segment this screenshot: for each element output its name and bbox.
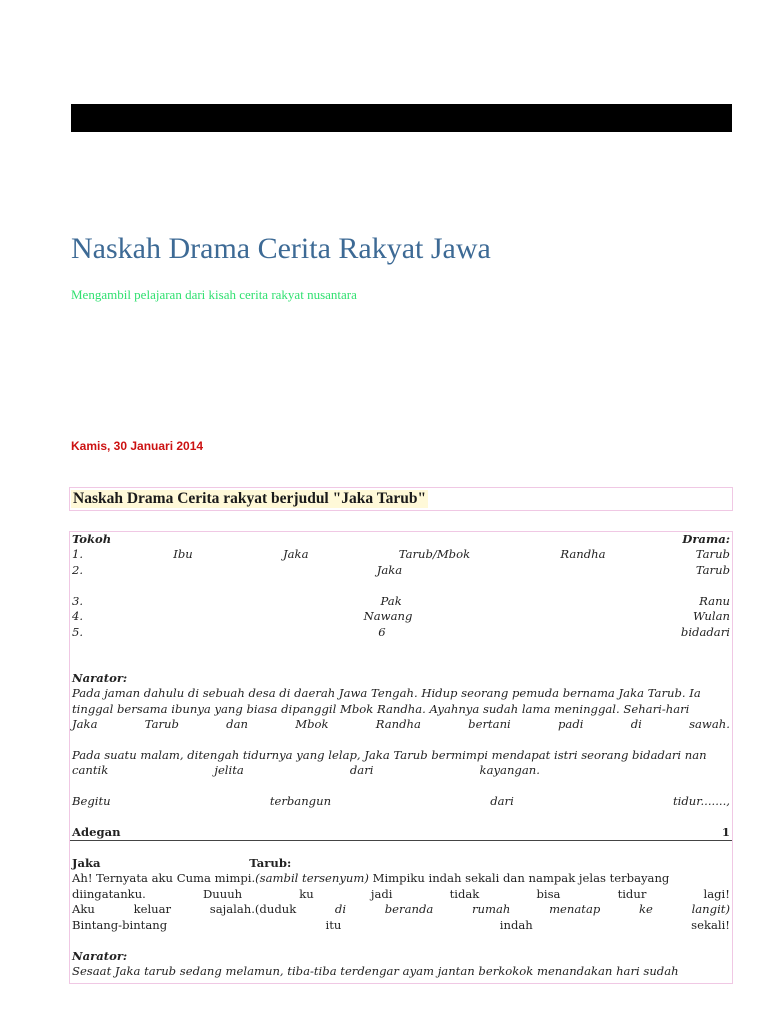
narration-word: Randha xyxy=(375,717,421,731)
cast-word: 5. xyxy=(72,625,84,639)
dialog-word: diingatanku. xyxy=(72,887,146,901)
narration-word: jelita xyxy=(214,763,244,777)
cast-line xyxy=(72,563,730,578)
dialog-word: lagi! xyxy=(703,887,730,901)
cast-word: bidadari xyxy=(680,625,730,639)
narration-word: kayangan. xyxy=(479,763,540,777)
cast-line xyxy=(72,609,730,624)
narration-word: Begitu xyxy=(72,794,111,808)
narration-text: Pada jaman dahulu di sebuah desa di daerah Jawa Tengah. Hidup seorang pemuda bernama Jaka Tarub. Ia xyxy=(72,686,701,700)
dialog-word: ku xyxy=(299,887,314,901)
dialog-word: sekali! xyxy=(691,918,730,932)
narator-label-text: Narator: xyxy=(72,949,128,963)
scene-number: 1 xyxy=(721,825,730,839)
cast-word: Wulan xyxy=(692,609,730,623)
stage-direction: di xyxy=(334,902,347,916)
post-title[interactable]: Naskah Drama Cerita rakyat berjudul "Jaka Tarub" xyxy=(73,490,427,507)
speaker-name: Jaka xyxy=(72,856,101,870)
narator-label xyxy=(72,671,730,686)
post-title-box xyxy=(69,487,733,511)
cast-word: Randha xyxy=(560,547,606,561)
narator-label xyxy=(72,949,730,964)
cast-line xyxy=(72,594,730,609)
narration-line xyxy=(72,702,730,717)
cast-line xyxy=(72,625,730,640)
dialog-word: indah xyxy=(499,918,533,932)
narration-word: sawah. xyxy=(689,717,730,731)
narration-line xyxy=(72,794,730,809)
dialog-text xyxy=(72,871,669,885)
narration-line xyxy=(72,686,730,701)
dialog-line xyxy=(72,887,730,902)
cast-word: Ibu xyxy=(173,547,193,561)
narration-word: Jaka xyxy=(72,717,98,731)
stage-direction: (sambil tersenyum) xyxy=(255,871,369,885)
dialog-word: Aku xyxy=(72,902,95,916)
stage-direction: rumah xyxy=(471,902,511,916)
stage-direction: ke xyxy=(638,902,653,916)
header-bar xyxy=(71,104,732,132)
cast-heading-right: Drama: xyxy=(682,532,730,546)
cast-word: Tarub/Mbok xyxy=(398,547,471,561)
narator-label-text: Narator: xyxy=(72,671,128,685)
narration-text: Pada suatu malam, ditengah tidurnya yang lelap, Jaka Tarub bermimpi mendapat istri seorang bidadari nan xyxy=(72,748,707,762)
cast-word: 4. xyxy=(72,609,84,623)
cast-word: 2. xyxy=(72,563,84,577)
narration-line xyxy=(72,763,730,778)
dialog-word: Duuuh xyxy=(202,887,243,901)
cast-word: 3. xyxy=(72,594,84,608)
dialog-segment: Mimpiku indah sekali dan nampak jelas terbayang xyxy=(368,871,670,885)
narration-word: bertani xyxy=(468,717,511,731)
post-date: Kamis, 30 Januari 2014 xyxy=(71,439,204,453)
cast-word: Tarub xyxy=(695,563,730,577)
narration-line xyxy=(72,717,730,732)
scene-underline xyxy=(70,840,732,841)
narration-line xyxy=(72,748,730,763)
cast-heading xyxy=(72,532,730,547)
dialog-word: bisa xyxy=(536,887,561,901)
narration-word: dari xyxy=(490,794,514,808)
blog-title[interactable]: Naskah Drama Cerita Rakyat Jawa xyxy=(71,232,491,265)
narration-line xyxy=(72,964,730,979)
stage-direction: beranda xyxy=(384,902,434,916)
scene-heading xyxy=(72,825,730,840)
narration-text: Sesaat Jaka tarub sedang melamun, tiba-tiba terdengar ayam jantan berkokok menandakan hari sudah xyxy=(72,964,679,978)
speaker-line xyxy=(72,856,730,871)
dialog-word: keluar xyxy=(133,902,172,916)
blog-description: Mengambil pelajaran dari kisah cerita rakyat nusantara xyxy=(71,287,357,302)
cast-word: Jaka xyxy=(376,563,403,577)
cast-word: Jaka xyxy=(283,547,309,561)
stage-direction: menatap xyxy=(549,902,601,916)
cast-word: Nawang xyxy=(363,609,413,623)
dialog-word: jadi xyxy=(370,887,393,901)
dialog-word: itu xyxy=(325,918,342,932)
cast-word: 1. xyxy=(72,547,84,561)
dialog-word: tidur xyxy=(617,887,647,901)
cast-word: Ranu xyxy=(699,594,730,608)
narration-word: dari xyxy=(349,763,374,777)
cast-heading-left: Tokoh xyxy=(72,532,112,546)
scene-heading-label: Adegan xyxy=(72,825,121,839)
narration-word: padi xyxy=(557,717,584,731)
dialog-word: sajalah.(duduk xyxy=(209,902,297,916)
narration-word: Mbok xyxy=(295,717,329,731)
narration-word: dan xyxy=(226,717,248,731)
dialog-line xyxy=(72,902,730,917)
cast-word: Pak xyxy=(380,594,402,608)
narration-word: di xyxy=(630,717,642,731)
post-body xyxy=(69,531,733,984)
narration-word: Tarub xyxy=(144,717,179,731)
dialog-word: Bintang-bintang xyxy=(72,918,168,932)
narration-text: tinggal bersama ibunya yang biasa dipanggil Mbok Randha. Ayahnya sudah lama meninggal. Sehari-hari xyxy=(72,702,690,716)
stage-direction: langit) xyxy=(691,902,730,916)
cast-word: Tarub xyxy=(695,547,730,561)
dialog-segment: Ah! Ternyata aku Cuma mimpi. xyxy=(72,871,256,885)
speaker-name: Tarub: xyxy=(249,856,292,870)
narration-word: tidur......., xyxy=(672,794,730,808)
narration-word: terbangun xyxy=(269,794,332,808)
cast-word: 6 xyxy=(378,625,386,639)
narration-word: cantik xyxy=(72,763,109,777)
dialog-line xyxy=(72,871,730,886)
dialog-word: tidak xyxy=(449,887,480,901)
dialog-line xyxy=(72,918,730,933)
cast-line xyxy=(72,547,730,562)
